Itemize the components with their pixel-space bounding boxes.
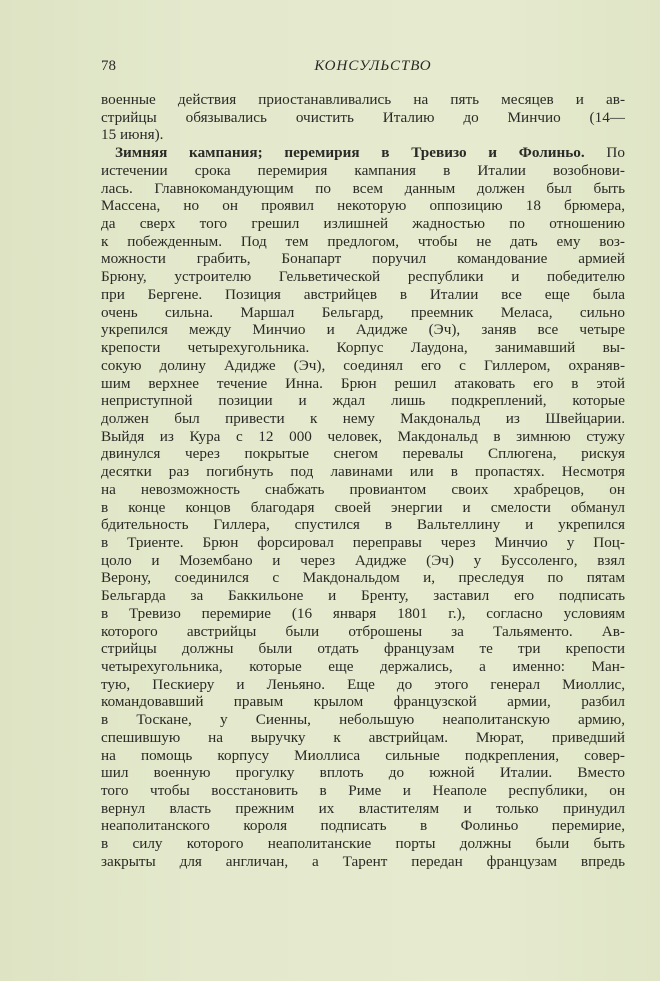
text-line: спешившую на выручку к австрийцам. Мюрат, приведший [101, 728, 625, 746]
section-heading-line [101, 144, 625, 162]
text-line: военные действия приостанавливались на пять месяцев и ав- [101, 91, 625, 108]
text-line: Бельгарда за Баккильоне и Бренту, заставил его подписать [101, 587, 625, 605]
running-title: КОНСУЛЬСТВО [314, 58, 432, 74]
text-line: Брюну, устроителю Гельветической республики и победителю [101, 268, 625, 286]
text-line: при Бергене. Позиция австрийцев в Италии все еще была [101, 285, 625, 303]
text-line: командовавший правым крылом французской армии, разбил [101, 693, 625, 711]
text-line: на помощь корпусу Миоллиса сильные подкрепления, совер- [101, 746, 625, 764]
text-line: да сверх того грешил излишней жадностью по отношению [101, 215, 625, 233]
text-line: четырехугольника, которые еще держались, а именно: Ман- [101, 658, 625, 675]
body-text [101, 91, 625, 871]
text-line: Массена, но он проявил некоторую оппозицию 18 брюмера, [101, 197, 625, 215]
text-line: Выйдя из Кура с 12 000 человек, Макдональд в зимнюю стужу [101, 427, 625, 445]
text-line: стрийцы обязывались очистить Италию до Минчио (14— [101, 108, 625, 126]
text-line: на невозможность снабжать провиантом своих храбрецов, он [101, 480, 625, 498]
text-line: десятки раз погибнуть под лавинами или в пропастях. Несмотря [101, 463, 625, 481]
text-line: очень сильна. Маршал Бельгард, преемник Меласа, сильно [101, 303, 625, 321]
text-line: 15 июня). [101, 126, 164, 144]
text-line: к побежденным. Под тем предлогом, чтобы не дать ему воз- [101, 232, 625, 250]
text-line: Верону, соединился с Макдональдом и, преследуя по пятам [101, 569, 625, 587]
text-line: можности грабить, Бонапарт поручил командование армией [101, 250, 625, 268]
text-line: тую, Пескиеру и Леньяно. Еще до этого генерал Миоллис, [101, 675, 625, 693]
text-line: крепости четырехугольника. Корпус Лаудона, занимавший вы- [101, 339, 625, 357]
text-line: неаполитанского короля подписать в Фолиньо перемирие, [101, 817, 625, 835]
text-line: которого австрийцы были отброшены за Тальяменто. Ав- [101, 622, 625, 640]
text-line: в Тревизо перемирие (16 января 1801 г.), согласно условиям [101, 604, 625, 622]
text-line: в Триенте. Брюн форсировал переправы через Минчио у Поц- [101, 533, 625, 551]
text-line: закрыты для англичан, а Тарент передан французам впредь [101, 852, 625, 870]
text-line: шил военную прогулку вплоть до южной Италии. Вместо [101, 764, 625, 782]
text-line: шим верхнее течение Инна. Брюн решил атаковать его в этой [101, 374, 625, 392]
text-line: двинулся через покрытые снегом перевалы Сплюгена, рискуя [101, 445, 625, 463]
page-number: 78 [101, 58, 116, 74]
text-line: в конце концов благодаря своей энергии и смелости обманул [101, 498, 625, 516]
text-line: стрийцы должны были отдать французам те три крепости [101, 640, 625, 658]
text-line: в Тоскане, у Сиенны, небольшую неаполитанскую армию, [101, 711, 625, 729]
page-header [101, 58, 625, 78]
text-line: лась. Главнокомандующим по всем данным должен был быть [101, 179, 625, 197]
section-heading: Зимняя кампания; перемирия в Тревизо и Фолиньо. [115, 144, 585, 162]
text-line: того чтобы восстановить в Риме и Неаполе республики, он [101, 782, 625, 800]
text-line: бдительность Гиллера, спустился в Вальтеллину и укрепился [101, 516, 625, 534]
text-line: укрепился между Минчио и Адидже (Эч), заняв все четыре [101, 321, 625, 339]
text-line: сокую долину Адидже (Эч), соединял его с Гиллером, охраняв- [101, 356, 625, 374]
text-line: в силу которого неаполитанские порты должны были быть [101, 835, 625, 853]
text-line: вернул власть прежним их властителям и только принудил [101, 799, 625, 817]
text-line: должен был привести к нему Макдональд из Швейцарии. [101, 409, 625, 427]
paragraph-start: По [584, 144, 625, 162]
text-line: истечении срока перемирия кампания в Италии возобнови- [101, 161, 625, 179]
text-line: неприступной позиции и ждал лишь подкреплений, которые [101, 392, 625, 410]
text-line: цоло и Мозембано и через Адидже (Эч) у Буссоленго, взял [101, 551, 625, 569]
